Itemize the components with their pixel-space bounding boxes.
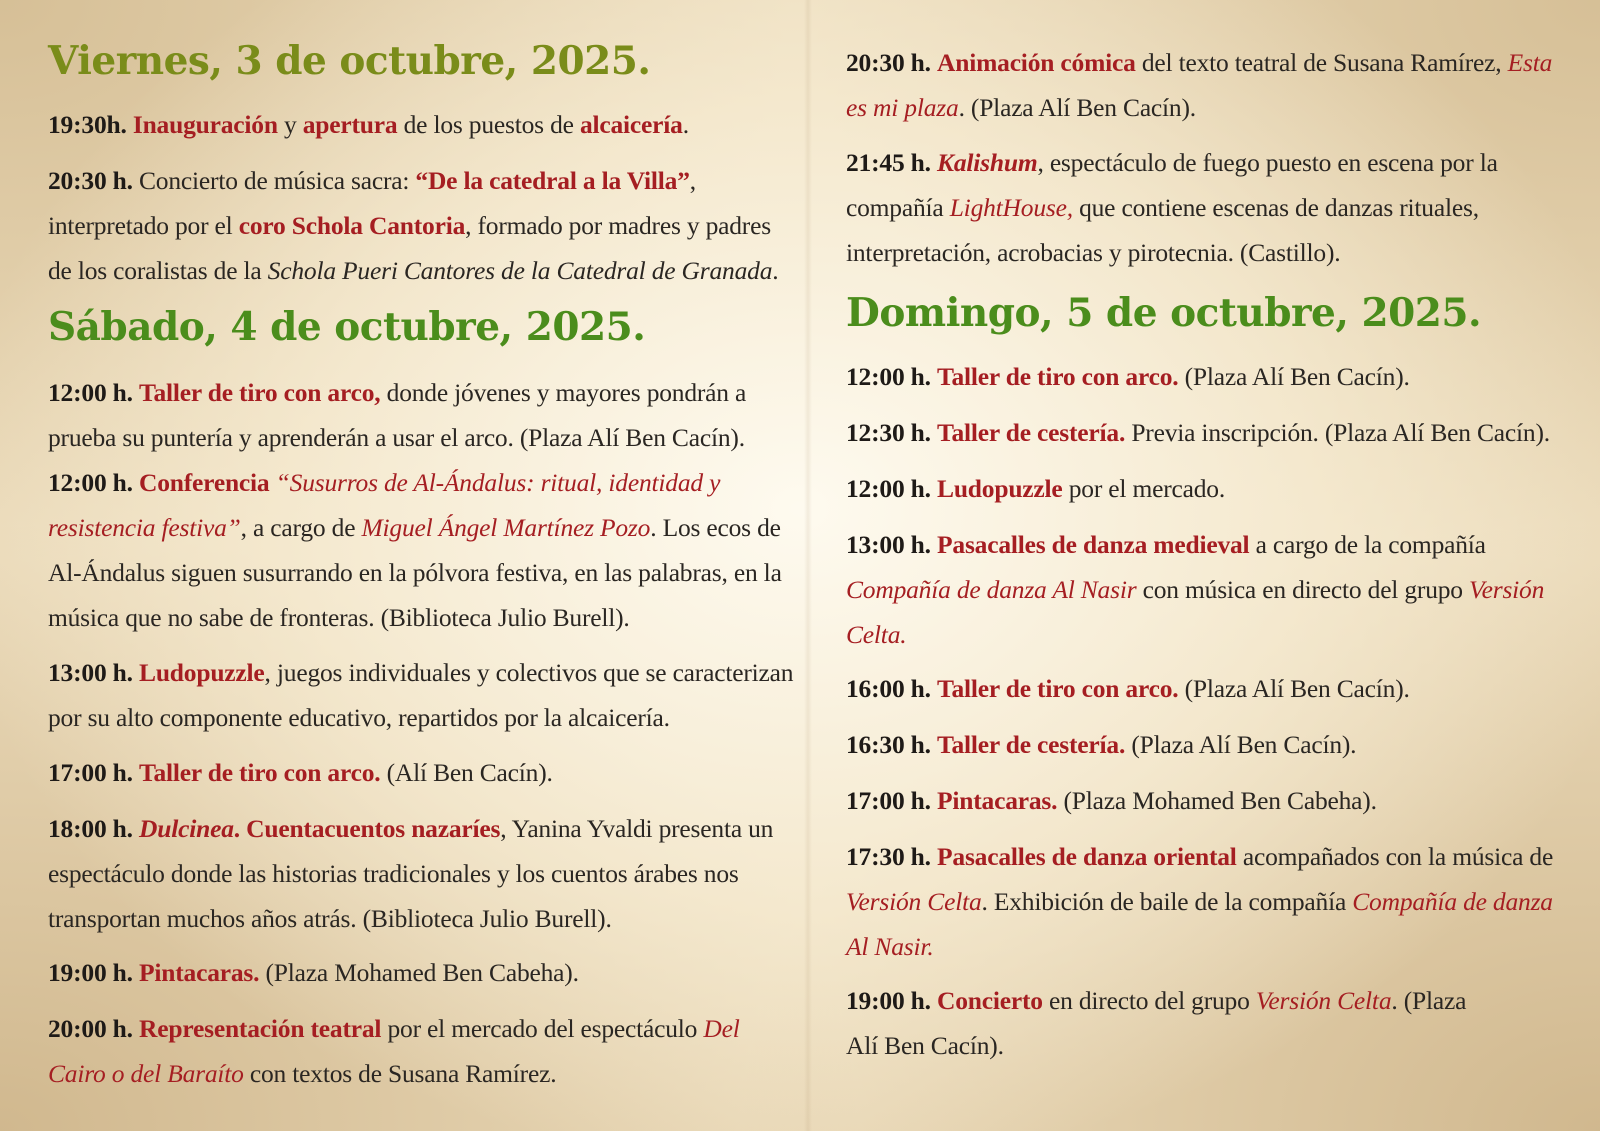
- event-text: con textos de Susana Ramírez.: [243, 1059, 557, 1088]
- event-text: (Plaza Mohamed Ben Cabeha).: [259, 958, 579, 987]
- event-sunday-4: [846, 522, 1576, 657]
- event-time: 13:00 h.: [846, 530, 931, 559]
- event-title: alcaicería: [579, 110, 683, 139]
- event-title: Taller de tiro con arco.: [139, 758, 381, 787]
- event-title: Ludopuzzle: [937, 474, 1063, 503]
- event-text: . Exhibición de baile de la compañía: [981, 887, 1353, 916]
- event-saturday-1: [48, 370, 798, 460]
- event-text: del texto teatral de Susana Ramírez,: [1135, 48, 1508, 77]
- event-time: 20:30 h.: [846, 48, 931, 77]
- event-sunday-7: [846, 778, 1576, 823]
- event-sunday-9: [846, 978, 1486, 1068]
- event-text: (Plaza Alí Ben Cacín).: [1125, 730, 1357, 759]
- event-time: 12:30 h.: [846, 418, 931, 447]
- event-time: 18:00 h.: [48, 814, 133, 843]
- band-name: Versión Celta: [846, 887, 982, 916]
- event-friday-1: [48, 102, 798, 147]
- event-time: 17:30 h.: [846, 842, 931, 871]
- band-name: Versión Celta: [846, 575, 1545, 649]
- event-title: Dulcinea: [139, 814, 234, 843]
- event-text: .: [927, 932, 934, 961]
- event-text: y: [277, 110, 303, 139]
- event-text: que contiene escenas de danzas rituales, interpretación, acrobacias y pirotecnia. (Castillo).: [846, 193, 1479, 267]
- event-text: , Yanina Yvaldi presenta un espectáculo donde las historias tradicionales y los cuentos árabes nos transportan muchos años atrás. (Biblioteca Julio Burell).: [48, 814, 774, 933]
- event-saturday-5: [48, 806, 798, 941]
- show-title: Esta es mi plaza: [846, 48, 1553, 122]
- event-italic: Schola Pueri Cantores de la Catedral de Granada: [267, 256, 773, 285]
- event-title: Conferencia: [139, 468, 270, 497]
- event-title: Taller de tiro con arco.: [937, 674, 1179, 703]
- company-name: LightHouse,: [949, 193, 1073, 222]
- event-title: apertura: [302, 110, 398, 139]
- event-text: .: [682, 110, 689, 139]
- event-title: Concierto: [937, 986, 1043, 1015]
- event-text: a cargo de la compañía: [1249, 530, 1486, 559]
- event-time: 13:00 h.: [48, 658, 133, 687]
- event-saturday-9: [846, 140, 1576, 275]
- day-heading-saturday: Sábado, 4 de octubre, 2025.: [48, 304, 646, 350]
- event-text: . (Plaza Alí Ben Cacín).: [958, 93, 1196, 122]
- event-text: Previa inscripción. (Plaza Alí Ben Cacín).: [1125, 418, 1550, 447]
- event-title: Pintacaras.: [937, 786, 1058, 815]
- event-time: 21:45 h.: [846, 148, 931, 177]
- band-name: Versión Celta: [1255, 986, 1392, 1015]
- event-text: , espectáculo de fuego puesto en escena por la compañía: [846, 148, 1498, 222]
- event-text: acompañados con la música de: [1236, 842, 1554, 871]
- day-heading-friday: Viernes, 3 de octubre, 2025.: [48, 38, 651, 84]
- event-title: “De la catedral a la Villa”: [415, 166, 690, 195]
- event-text: , juegos individuales y colectivos que se caracterizan por su alto componente educativo, repartidos por la alcaicería.: [48, 658, 794, 732]
- event-text: .: [900, 620, 907, 649]
- event-time: 12:00 h.: [48, 378, 133, 407]
- event-time: 16:00 h.: [846, 674, 931, 703]
- event-saturday-6: [48, 950, 798, 995]
- event-text: , a cargo de: [240, 513, 362, 542]
- event-text: . (Plaza Alí Ben Cacín).: [846, 986, 1467, 1060]
- event-text: .: [233, 814, 247, 843]
- event-saturday-3: [48, 650, 798, 740]
- company-name: Compañía de danza Al Nasir: [846, 887, 1553, 961]
- event-text: (Plaza Alí Ben Cacín).: [1178, 362, 1410, 391]
- event-saturday-2: [48, 460, 798, 640]
- event-text: en directo del grupo: [1042, 986, 1256, 1015]
- event-time: 19:00 h.: [846, 986, 931, 1015]
- event-text: de los puestos de: [397, 110, 580, 139]
- event-text: , formado por madres y padres de los coralistas de la: [48, 211, 771, 285]
- event-text: (Plaza Alí Ben Cacín).: [1178, 674, 1410, 703]
- event-title: Inauguración: [132, 110, 278, 139]
- event-text: donde jóvenes y mayores pondrán a prueba su puntería y aprenderán a usar el arco. (Plaza Alí Ben Cacín).: [48, 378, 747, 452]
- event-title: Pintacaras.: [139, 958, 260, 987]
- event-sunday-1: [846, 354, 1576, 399]
- event-title: Taller de tiro con arco.: [937, 362, 1179, 391]
- event-text: (Plaza Mohamed Ben Cabeha).: [1057, 786, 1377, 815]
- event-title: Animación cómica: [937, 48, 1136, 77]
- event-time: 17:00 h.: [48, 758, 133, 787]
- event-saturday-4: [48, 750, 798, 795]
- event-time: 19:00 h.: [48, 958, 133, 987]
- event-saturday-7: [48, 1006, 748, 1096]
- event-sunday-3: [846, 466, 1576, 511]
- event-sunday-6: [846, 722, 1576, 767]
- event-title: coro Schola Cantoria: [238, 211, 466, 240]
- event-text: (Alí Ben Cacín).: [380, 758, 553, 787]
- event-title: Pasacalles de danza oriental: [937, 842, 1237, 871]
- event-text: con música en directo del grupo: [1136, 575, 1470, 604]
- event-time: 16:30 h.: [846, 730, 931, 759]
- event-text: . Los ecos de Al-Ándalus siguen susurrando en la pólvora festiva, en las palabras, en la música que no sabe de fronteras. (Biblioteca Julio Burell).: [48, 513, 782, 632]
- event-title: Ludopuzzle: [139, 658, 265, 687]
- company-name: Compañía de danza Al Nasir: [846, 575, 1137, 604]
- event-title: Cuentacuentos nazaríes: [246, 814, 501, 843]
- event-text: Concierto de música sacra:: [132, 166, 416, 195]
- event-time: 12:00 h.: [846, 362, 931, 391]
- conference-title: “Susurros de Al-Ándalus: ritual, identidad y resistencia festiva”: [48, 468, 721, 542]
- event-sunday-5: [846, 666, 1576, 711]
- event-text: .: [772, 256, 779, 285]
- event-time: 19:30h.: [48, 110, 127, 139]
- event-time: 20:00 h.: [48, 1014, 133, 1043]
- event-title: Taller de cestería.: [937, 418, 1126, 447]
- event-time: 12:00 h.: [48, 468, 133, 497]
- event-title: Representación teatral: [139, 1014, 382, 1043]
- event-time: 12:00 h.: [846, 474, 931, 503]
- event-title: Taller de tiro con arco,: [139, 378, 381, 407]
- event-text: por el mercado.: [1062, 474, 1226, 503]
- event-text: por el mercado del espectáculo: [381, 1014, 704, 1043]
- event-title: Taller de cestería.: [937, 730, 1126, 759]
- event-title: Pasacalles de danza medieval: [937, 530, 1250, 559]
- event-time: 20:30 h.: [48, 166, 133, 195]
- day-heading-sunday: Domingo, 5 de octubre, 2025.: [846, 290, 1482, 336]
- speaker-name: Miguel Ángel Martínez Pozo: [361, 513, 651, 542]
- event-saturday-8: [846, 40, 1576, 130]
- event-title: Kalishum: [937, 148, 1038, 177]
- event-sunday-2: [846, 410, 1576, 455]
- show-title: Del Cairo o del Baraíto: [48, 1014, 740, 1088]
- page-fold: [804, 0, 812, 1131]
- event-sunday-8: [846, 834, 1576, 969]
- event-text: , interpretado por el: [48, 166, 696, 240]
- event-time: 17:00 h.: [846, 786, 931, 815]
- event-friday-2: [48, 158, 798, 293]
